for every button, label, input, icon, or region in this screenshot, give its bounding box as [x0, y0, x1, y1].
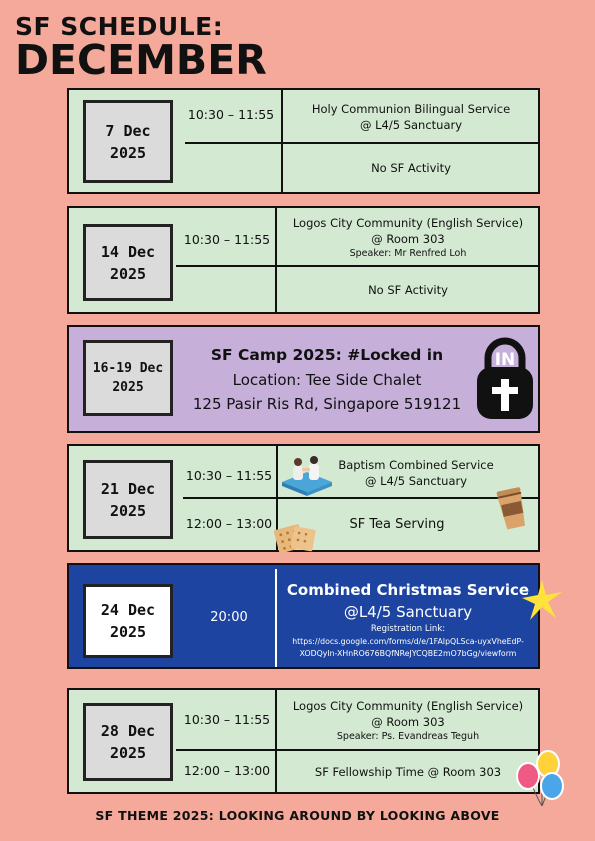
page-title-line1: SF SCHEDULE: [15, 12, 224, 41]
date-day: 7 Dec [105, 121, 151, 140]
coffee-cup-icon [494, 485, 530, 531]
event-description [276, 694, 540, 748]
camp-location: Location: Tee Side Chalet [232, 370, 422, 389]
event-time: 12:00 – 13:00 [183, 763, 271, 778]
lock-label: IN [494, 350, 516, 370]
date-year: 2025 [109, 143, 147, 162]
camp-address: 125 Pasir Ris Rd, Singapore 519121 [192, 394, 462, 413]
event-venue: @ L4/5 Sanctuary [364, 474, 468, 488]
event-time: 10:30 – 11:55 [185, 468, 273, 483]
event-title: Baptism Combined Service [338, 458, 494, 472]
event-venue: @ Room 303 [371, 715, 445, 729]
date-year: 2025 [112, 380, 144, 395]
date-year: 2025 [109, 744, 147, 762]
event-card-sf-camp [67, 325, 540, 433]
event-speaker: Speaker: Ps. Evandreas Teguh [336, 731, 480, 742]
date-year: 2025 [109, 501, 147, 520]
date-box [83, 100, 173, 183]
event-title: Holy Communion Bilingual Service [311, 102, 511, 116]
event-title: Logos City Community (English Service) [292, 699, 524, 713]
date-box [83, 703, 173, 781]
date-day: 14 Dec [100, 242, 156, 261]
event-card-24-dec [67, 563, 540, 669]
christmas-service-details [276, 571, 540, 667]
footer-theme: SF THEME 2025: LOOKING AROUND BY LOOKING ABOVE [95, 808, 500, 823]
camp-details [177, 341, 477, 417]
event-description [282, 144, 540, 192]
event-description [276, 751, 540, 792]
event-time: 10:30 – 11:55 [183, 232, 271, 247]
event-description [276, 212, 540, 264]
date-day: 16-19 Dec [92, 361, 164, 376]
date-box [83, 584, 173, 658]
registration-link[interactable]: https://docs.google.com/forms/d/e/1FAIpQLSca-uyxVheEdP- [292, 636, 524, 646]
date-year: 2025 [109, 264, 147, 283]
event-venue: @ L4/5 Sanctuary [359, 118, 463, 132]
event-title: Logos City Community (English Service) [292, 216, 524, 230]
baptism-illustration-icon [280, 452, 334, 496]
date-box [83, 340, 173, 416]
date-box [83, 460, 173, 539]
registration-label: Registration Link: [370, 623, 446, 634]
date-day: 28 Dec [100, 722, 156, 740]
event-title: SF Fellowship Time @ Room 303 [314, 764, 502, 779]
event-speaker: Speaker: Mr Renfred Loh [349, 248, 467, 259]
crackers-icon [272, 520, 318, 556]
event-venue: @L4/5 Sanctuary [343, 602, 473, 621]
event-time: 12:00 – 13:00 [185, 516, 273, 531]
date-day: 24 Dec [100, 601, 156, 619]
date-box [83, 224, 173, 301]
event-title: No SF Activity [368, 282, 448, 297]
row-divider [183, 497, 540, 499]
date-year: 2025 [109, 623, 147, 641]
balloons-icon [512, 748, 570, 810]
page-title-month: DECEMBER [15, 36, 267, 84]
event-card-14-dec [67, 206, 540, 314]
event-title: SF Tea Serving [349, 516, 445, 532]
event-description [282, 94, 540, 140]
camp-title: SF Camp 2025: #Locked in [210, 345, 444, 364]
event-title: Combined Christmas Service [286, 580, 530, 599]
event-venue: @ Room 303 [371, 232, 445, 246]
padlock-cross-icon [475, 337, 535, 421]
event-title: No SF Activity [371, 161, 451, 175]
event-time: 20:00 [210, 610, 248, 625]
event-card-28-dec [67, 688, 540, 794]
date-day: 21 Dec [100, 479, 156, 498]
event-card-7-dec [67, 88, 540, 194]
sparkle-star-icon [520, 578, 564, 622]
event-time: 10:30 – 11:55 [183, 712, 271, 727]
registration-link-cont[interactable]: XODQyIn-XHnRO676BQfNReJYCQBE2mO7bGg/viewform [299, 648, 517, 658]
event-time: 10:30 – 11:55 [187, 107, 275, 122]
event-description [276, 267, 540, 312]
